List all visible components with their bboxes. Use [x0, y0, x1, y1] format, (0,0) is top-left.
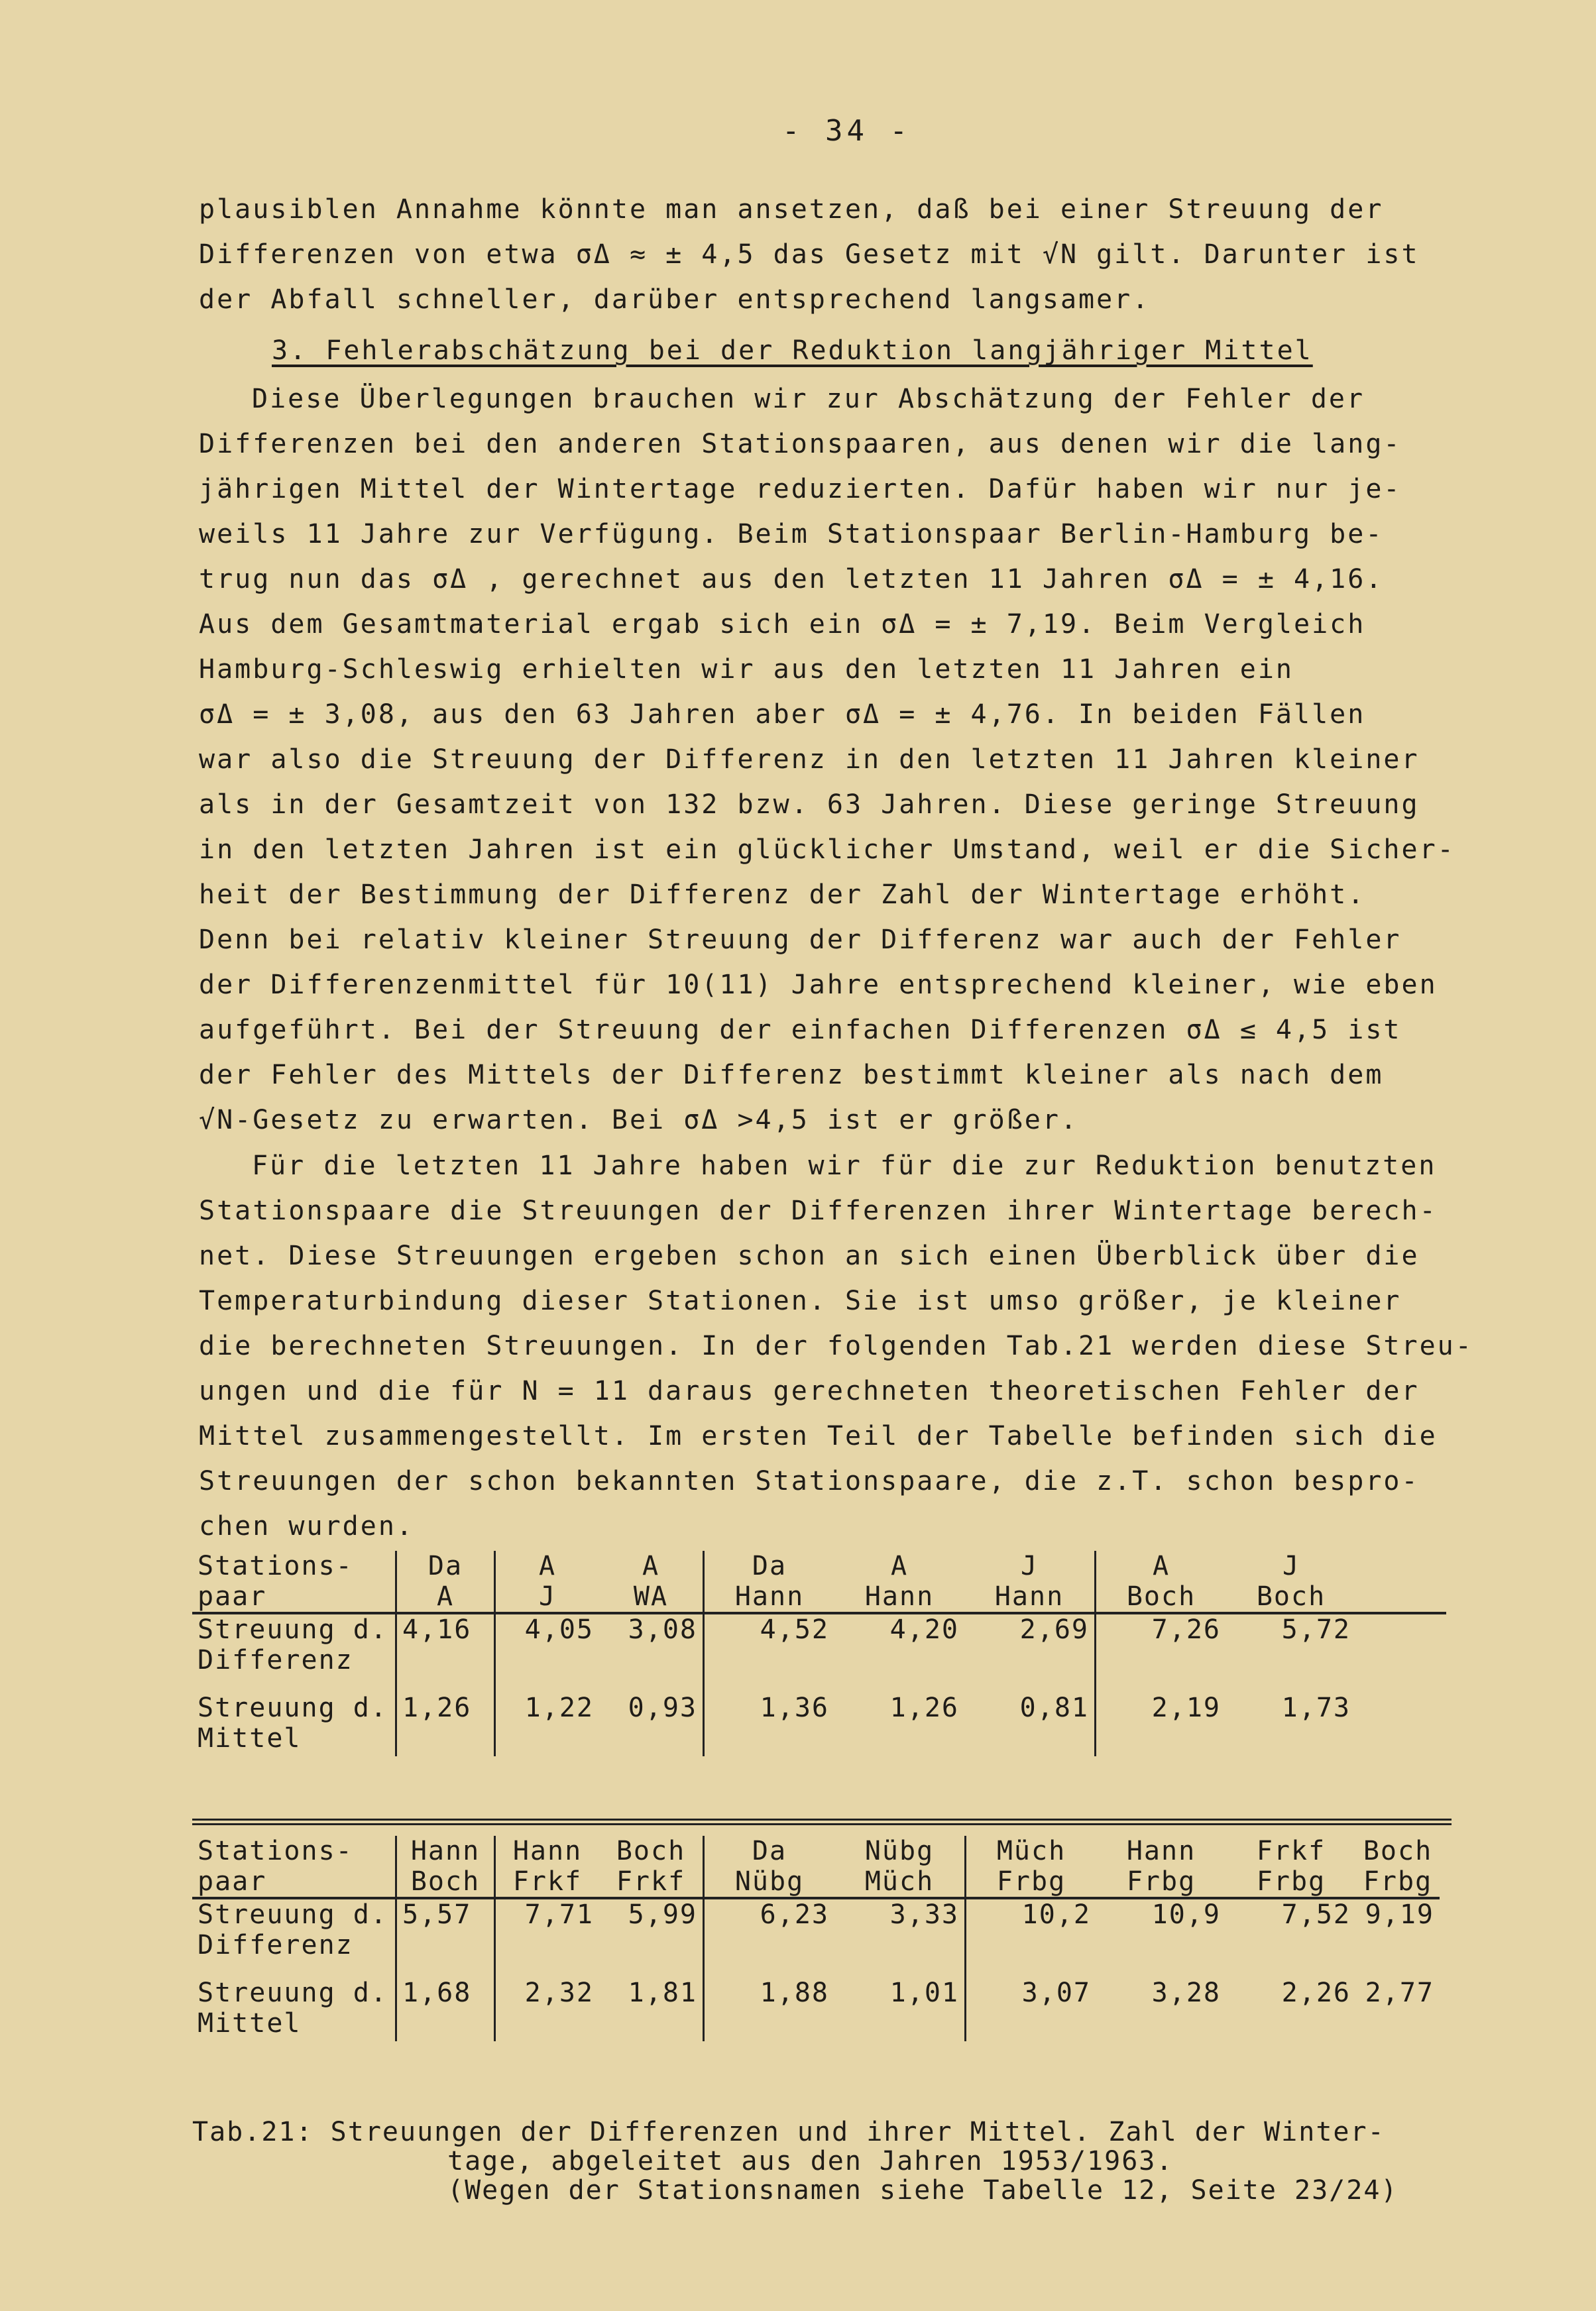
text-line: σΔ = ± 3,08, aus den 63 Jahren aber σΔ = ± 4,76. In beiden Fällen [199, 699, 1366, 730]
row-label: Streuung d. Differenz [198, 1899, 388, 1960]
column-header: A J [495, 1551, 600, 1613]
table-row [192, 1693, 1446, 1756]
table-cell: 5,72 [1281, 1614, 1351, 1645]
table-cell: 9,19 [1365, 1899, 1434, 1930]
row-label: Stations- paar [192, 1836, 396, 1898]
table-cell: 1,73 [1281, 1693, 1351, 1723]
row-label: Streuung d. Mittel [198, 1693, 388, 1754]
table-cell: 1,81 [628, 1978, 697, 2008]
text-line: aufgeführt. Bei der Streuung der einfachen Differenzen σΔ ≤ 4,5 ist [199, 1015, 1402, 1045]
column-header: A Hann [834, 1551, 964, 1613]
column-header: A WA [599, 1551, 704, 1613]
text-line: Differenzen bei den anderen Stationspaaren, aus denen wir die lang- [199, 429, 1402, 459]
table-cell: 4,20 [889, 1614, 959, 1645]
column-header: Hann Frbg [1096, 1836, 1226, 1898]
caption-line: (Wegen der Stationsnamen siehe Tabelle 12, Seite 23/24) [447, 2175, 1398, 2206]
table-cell: 2,19 [1096, 1693, 1227, 1756]
text-line: trug nun das σΔ , gerechnet aus den letzten 11 Jahren σΔ = ± 4,16. [199, 564, 1384, 594]
text-line: Hamburg-Schleswig erhielten wir aus den letzten 11 Jahren ein [199, 654, 1294, 685]
table-cell: 3,08 [628, 1614, 697, 1645]
section-heading: 3. Fehlerabschätzung bei der Reduktion langjähriger Mittel [272, 335, 1313, 366]
table-cell: 4,52 [704, 1613, 835, 1693]
text-line: Streuungen der schon bekannten Stationspaare, die z.T. schon bespro- [199, 1466, 1420, 1496]
table-cell: 10,9 [1151, 1899, 1221, 1930]
text-line: net. Diese Streuungen ergeben schon an sich einen Überblick über die [199, 1241, 1420, 1271]
text-line: Diese Überlegungen brauchen wir zur Abschätzung der Fehler der [252, 384, 1365, 414]
table-cell: 1,68 [396, 1978, 495, 2041]
table-cell: 0,93 [628, 1693, 697, 1723]
table-cell: 1,26 [889, 1693, 959, 1723]
table-row [192, 1898, 1440, 1978]
table-cell: 2,26 [1281, 1978, 1351, 2008]
table-row [192, 1613, 1446, 1693]
text-line: die berechneten Streuungen. In der folgenden Tab.21 werden diese Streu- [199, 1331, 1473, 1361]
caption-line: Tab.21: Streuungen der Differenzen und ihrer Mittel. Zahl der Winter- [192, 2117, 1385, 2147]
text-line: ungen und die für N = 11 daraus gerechneten theoretischen Fehler der [199, 1376, 1420, 1406]
paragraph-2 [199, 376, 1478, 1143]
text-line: Stationspaare die Streuungen der Differenzen ihrer Wintertage berech- [199, 1196, 1438, 1226]
table-cell: 1,88 [704, 1978, 835, 2041]
text-line: heit der Bestimmung der Differenz der Zahl der Wintertage erhöht. [199, 879, 1366, 910]
table-header-row [192, 1836, 1440, 1898]
column-header: Da Hann [704, 1551, 835, 1613]
text-line: plausiblen Annahme könnte man ansetzen, daß bei einer Streuung der [199, 194, 1384, 225]
table-cell: 10,2 [966, 1898, 1097, 1978]
table-cell: 5,99 [628, 1899, 697, 1930]
caption-line: tage, abgeleitet aus den Jahren 1953/1963. [447, 2146, 1174, 2176]
empty-cell [1356, 1613, 1446, 1693]
text-line: Denn bei relativ kleiner Streuung der Differenz war auch der Fehler [199, 925, 1402, 955]
row-label: Streuung d. Mittel [198, 1978, 388, 2039]
table-cell: 1,22 [495, 1693, 600, 1756]
column-header: Da A [396, 1551, 495, 1613]
table-cell: 7,71 [495, 1898, 600, 1978]
table-cell: 4,16 [396, 1613, 495, 1693]
table-cell: 4,05 [495, 1613, 600, 1693]
table-cell: 7,52 [1281, 1899, 1351, 1930]
column-header: J Boch [1226, 1551, 1356, 1613]
column-header: Da Nübg [704, 1836, 835, 1898]
text-line: in den letzten Jahren ist ein glücklicher Umstand, weil er die Sicher- [199, 834, 1455, 865]
table-cell: 2,69 [1019, 1614, 1089, 1645]
table-cell: 0,81 [1019, 1693, 1089, 1723]
text-line: war also die Streuung der Differenz in den letzten 11 Jahren kleiner [199, 744, 1420, 775]
text-line: der Fehler des Mittels der Differenz bestimmt kleiner als nach dem [199, 1060, 1384, 1090]
column-header: Boch Frbg [1356, 1836, 1440, 1898]
text-line: Differenzen von etwa σΔ ≈ ± 4,5 das Gesetz mit √N gilt. Darunter ist [199, 239, 1420, 270]
table-cell: 3,28 [1151, 1978, 1221, 2008]
text-line: der Abfall schneller, darüber entsprechend langsamer. [199, 284, 1151, 315]
table-separator [192, 1819, 1452, 1825]
text-line: weils 11 Jahre zur Verfügung. Beim Stationspaar Berlin-Hamburg be- [199, 519, 1384, 549]
column-header: J Hann [964, 1551, 1096, 1613]
table-cell: 5,57 [396, 1898, 495, 1978]
table-cell: 1,01 [889, 1978, 959, 2008]
column-header: Hann Boch [396, 1836, 495, 1898]
data-table-1 [192, 1551, 1446, 1756]
text-line: Für die letzten 11 Jahre haben wir für die zur Reduktion benutzten [252, 1151, 1437, 1181]
table-cell: 3,07 [966, 1978, 1097, 2041]
empty-cell [1356, 1693, 1446, 1756]
page-number: - 34 - [782, 114, 911, 148]
text-line: Temperaturbindung dieser Stationen. Sie ist umso größer, je kleiner [199, 1286, 1402, 1316]
table-cell: 3,33 [889, 1899, 959, 1930]
text-line: chen wurden. [199, 1511, 414, 1542]
paragraph-3 [199, 1143, 1478, 1549]
column-header: A Boch [1096, 1551, 1227, 1613]
table-cell: 1,26 [396, 1693, 495, 1756]
column-header: Müch Frbg [966, 1836, 1097, 1898]
text-line: als in der Gesamtzeit von 132 bzw. 63 Jahren. Diese geringe Streuung [199, 789, 1420, 820]
row-label: Streuung d. Differenz [198, 1614, 388, 1675]
text-line: Aus dem Gesamtmaterial ergab sich ein σΔ = ± 7,19. Beim Vergleich [199, 609, 1366, 640]
row-label: Stations- paar [192, 1551, 396, 1613]
table-cell: 2,77 [1365, 1978, 1434, 2008]
table-cell: 2,32 [495, 1978, 600, 2041]
text-line: der Differenzenmittel für 10(11) Jahre entsprechend kleiner, wie eben [199, 970, 1438, 1000]
column-header: Frkf Frbg [1226, 1836, 1356, 1898]
text-line: Mittel zusammengestellt. Im ersten Teil der Tabelle befinden sich die [199, 1421, 1438, 1451]
column-header: Boch Frkf [599, 1836, 704, 1898]
table-row [192, 1978, 1440, 2041]
text-line: jährigen Mittel der Wintertage reduzierten. Dafür haben wir nur je- [199, 474, 1402, 504]
table-header-row [192, 1551, 1446, 1613]
column-header: Nübg Müch [834, 1836, 966, 1898]
column-header: Hann Frkf [495, 1836, 600, 1898]
data-table-2 [192, 1836, 1440, 2041]
table-cell: 6,23 [704, 1898, 835, 1978]
table-caption [192, 2117, 1398, 2205]
table-cell: 7,26 [1096, 1613, 1227, 1693]
paragraph-1 [199, 187, 1478, 322]
table-cell: 1,36 [704, 1693, 835, 1756]
empty-cell [1356, 1551, 1446, 1613]
text-line: √N-Gesetz zu erwarten. Bei σΔ >4,5 ist er größer. [199, 1105, 1079, 1135]
